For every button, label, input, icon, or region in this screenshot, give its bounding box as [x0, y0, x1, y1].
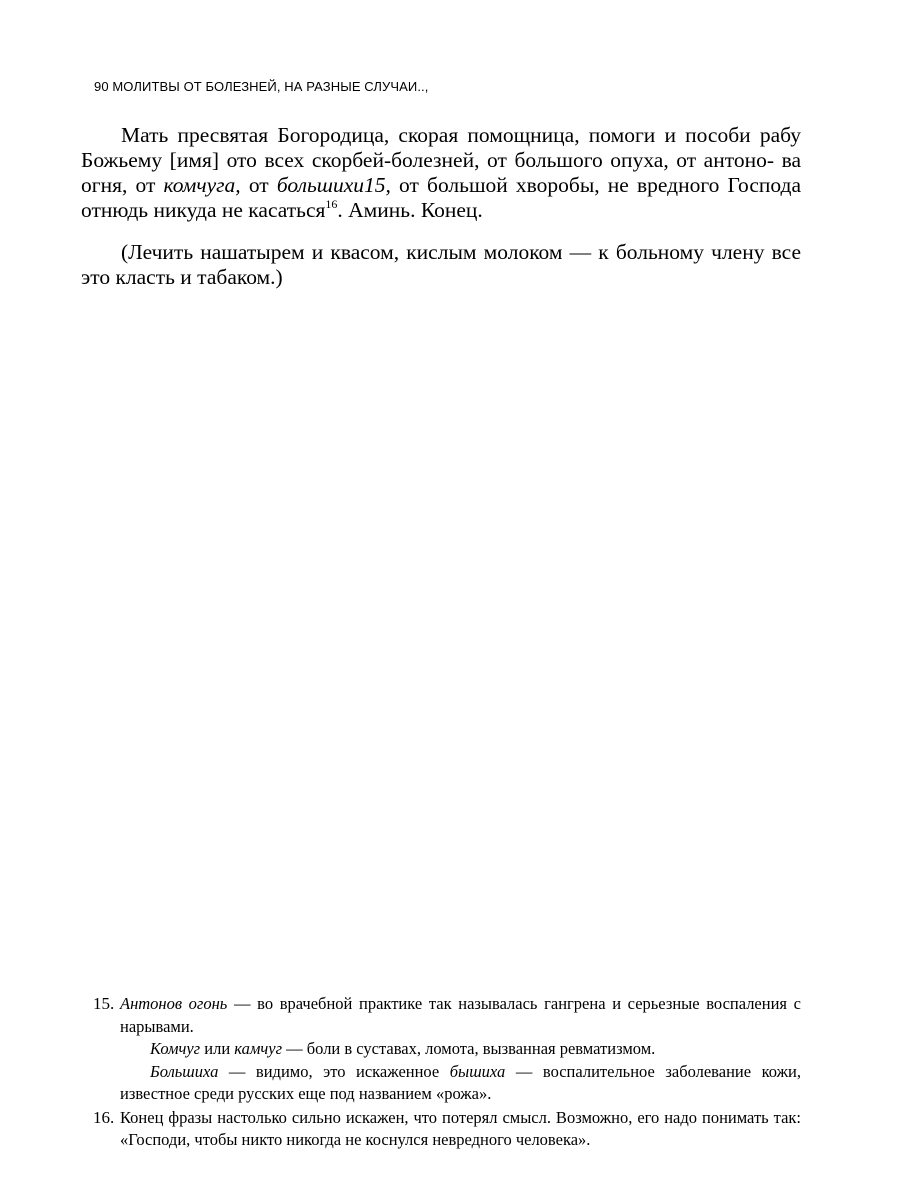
- footnotes: [93, 993, 801, 1152]
- footnote-text: — видимо, это искаженное: [218, 1061, 450, 1081]
- footnote-term: Антонов огонь: [120, 994, 228, 1013]
- footnote-text: — боли в суставах, ломота, вызванная ревматизмом.: [282, 1039, 656, 1058]
- prayer-paragraph: [81, 123, 801, 223]
- footnote-line: [120, 993, 801, 1038]
- footnote-text: Конец фразы настолько сильно искажен, что потерял смысл. Возможно, его надо понимать так: «Господи, чтобы никто никогда не коснулся невредного человека».: [120, 1107, 801, 1149]
- footnote-line: [120, 1038, 801, 1061]
- footnote-term: Комчуг: [150, 1039, 201, 1058]
- footnote-ref-15: 15,: [364, 173, 391, 197]
- footnote-15: [93, 993, 801, 1106]
- prayer-text-part: от большой хворобы, не вредного Господа отнюдь никуда не касаться: [81, 173, 801, 222]
- footnote-term: камчуг: [234, 1039, 283, 1058]
- footnote-number: 15.: [93, 994, 115, 1013]
- prayer-text-part: от: [240, 173, 277, 197]
- footnote-ref-16: 16: [325, 197, 338, 211]
- footnote-text: или: [200, 1039, 235, 1058]
- footnote-line: [120, 1061, 801, 1106]
- italic-term-komchug: комчуга,: [163, 173, 241, 197]
- footnote-term: бышиха: [449, 1061, 506, 1081]
- footnote-number: 16.: [93, 1107, 115, 1127]
- main-text: [81, 123, 801, 290]
- footnote-term: Большиха: [150, 1061, 219, 1081]
- running-header: 90 МОЛИТВЫ ОТ БОЛЕЗНЕЙ, НА РАЗНЫЕ СЛУЧАИ..,: [94, 79, 429, 94]
- footnote-body: [120, 993, 801, 1106]
- footnote-16: [93, 1107, 801, 1152]
- prayer-text-part: Мать пресвятая Богородица, скорая помощница, помоги и пособи рабу Божьему [имя] ото всех скорбей-болезней, от большого опуха, от антоно- ва огня, от: [81, 123, 801, 197]
- instruction-paragraph: (Лечить нашатырем и квасом, кислым молоком — к больному члену все это класть и табаком.): [81, 240, 801, 289]
- footnote-body: [120, 1107, 801, 1152]
- italic-term-bolshikha: большихи: [276, 173, 365, 197]
- footnote-text: — во врачебной практике так называлась гангрена и серьезные воспаления с нарывами.: [120, 994, 801, 1036]
- footnote-text: — воспалительное заболевание кожи, известное среди русских еще под названием «рожа».: [120, 1061, 801, 1103]
- prayer-text-part: . Аминь. Конец.: [337, 198, 483, 222]
